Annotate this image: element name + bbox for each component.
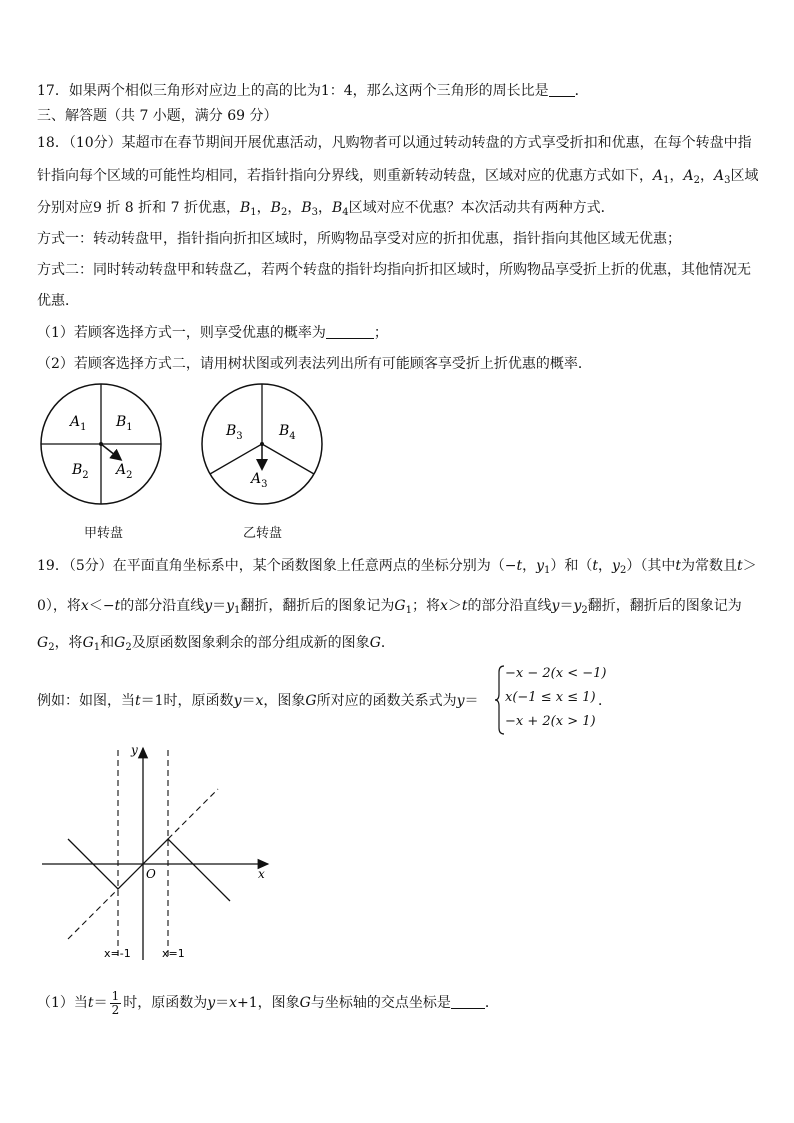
piece-3: −x + 2(x > 1)	[505, 714, 596, 729]
y-axis-label: y	[131, 743, 138, 757]
question-18-sub2: （2）若顾客选择方式二，请用树状图或列表法列出所有可能顾客享受折上折优惠的概率．	[37, 356, 592, 372]
x-axis-label: x	[258, 867, 265, 881]
caption-jia: 甲转盘	[84, 526, 124, 541]
question-18-way2-cont: 优惠．	[37, 293, 79, 309]
region-label-a3: $A_3$	[251, 471, 268, 490]
section-heading: 三、解答题（共 7 小题，满分 69 分）	[37, 108, 278, 124]
region-label-b4: $B_4$	[279, 423, 296, 442]
pointer-arrow-icon	[101, 444, 120, 459]
question-18-line2: 针指向每个区域的可能性均相同，若指针指向分界线，则重新转动转盘，区域对应的优惠方式如下，$A_1$，$A_2$，$A_3$区域	[37, 168, 759, 186]
region-label-a1: $A_1$	[70, 414, 87, 433]
answer-blank	[451, 996, 485, 1009]
region-label-b1: $B_1$	[116, 414, 133, 433]
spinners-figure	[30, 380, 350, 510]
fraction-one-half: $\frac{1}{2}$	[111, 988, 120, 1017]
label-x-1: x=1	[162, 947, 185, 960]
question-18-line3: 分别对应9 折 8 折和 7 折优惠，$B_1$，$B_2$，$B_3$，$B_4$区域对应不优惠？本次活动共有两种方式．	[37, 200, 615, 218]
question-19-sub1: （1）当t＝ $\frac{1}{2}$ 时，原函数为y＝x+1，图象G与坐标轴的交点坐标是 ．	[37, 988, 499, 1017]
function-graph	[40, 742, 275, 967]
piece-2: x(−1 ≤ x ≤ 1)	[505, 690, 596, 705]
label-x-minus-1: x=-1	[104, 947, 131, 960]
question-18-line1: 18．（10分）某超市在春节期间开展优惠活动，凡购物者可以通过转动转盘的方式享受折扣和优惠，在每个转盘中指	[37, 135, 752, 151]
region-label-b3: $B_3$	[226, 423, 243, 442]
question-18-way2: 方式二：同时转动转盘甲和转盘乙，若两个转盘的指针均指向折扣区域时，所购物品享受折上折的优惠，其他情况无	[37, 262, 751, 278]
spinner-jia	[41, 384, 161, 504]
answer-blank	[549, 84, 575, 97]
question-18-sub1: （1）若顾客选择方式一，则享受优惠的概率为 ；	[37, 325, 388, 341]
question-19-line2: 0），将x＜−t的部分沿直线$y=y_1$翻折，翻折后的图象记为$G_1$；将x＞t的部分沿直线$y=y_2$翻折，翻折后的图象记为	[37, 598, 742, 616]
question-19-line1: 19．（5分）在平面直角坐标系中，某个函数图象上任意两点的坐标分别为（−t，$y_1$）和（t，$y_2$）（其中t为常数且t＞	[37, 558, 757, 576]
piece-1: −x − 2(x < −1)	[505, 666, 607, 681]
question-18-way1: 方式一：转动转盘甲，指针指向折扣区域时，所购物品享受对应的折扣优惠，指针指向其他区域无优惠；	[37, 231, 681, 247]
question-19-line3: $G_2$，将$G_1$和$G_2$及原函数图象剩余的部分组成新的图象G．	[37, 635, 395, 653]
caption-yi: 乙转盘	[243, 526, 283, 541]
example-end-period: ．	[598, 693, 612, 709]
region-label-a2: $A_2$	[116, 462, 133, 481]
question-17: 17．如果两个相似三角形对应边上的高的比为1：4，那么这两个三角形的周长比是 ．	[37, 83, 589, 99]
origin-label: O	[146, 867, 156, 881]
answer-blank	[326, 326, 374, 339]
original-line-dashed-right	[168, 789, 218, 839]
region-label-b2: $B_2$	[72, 462, 89, 481]
original-line-dashed-left	[68, 889, 118, 939]
spinner-yi	[202, 384, 322, 504]
question-19-example: 例如：如图，当t＝1时，原函数y＝x，图象G所对应的函数关系式为y＝	[37, 693, 479, 709]
